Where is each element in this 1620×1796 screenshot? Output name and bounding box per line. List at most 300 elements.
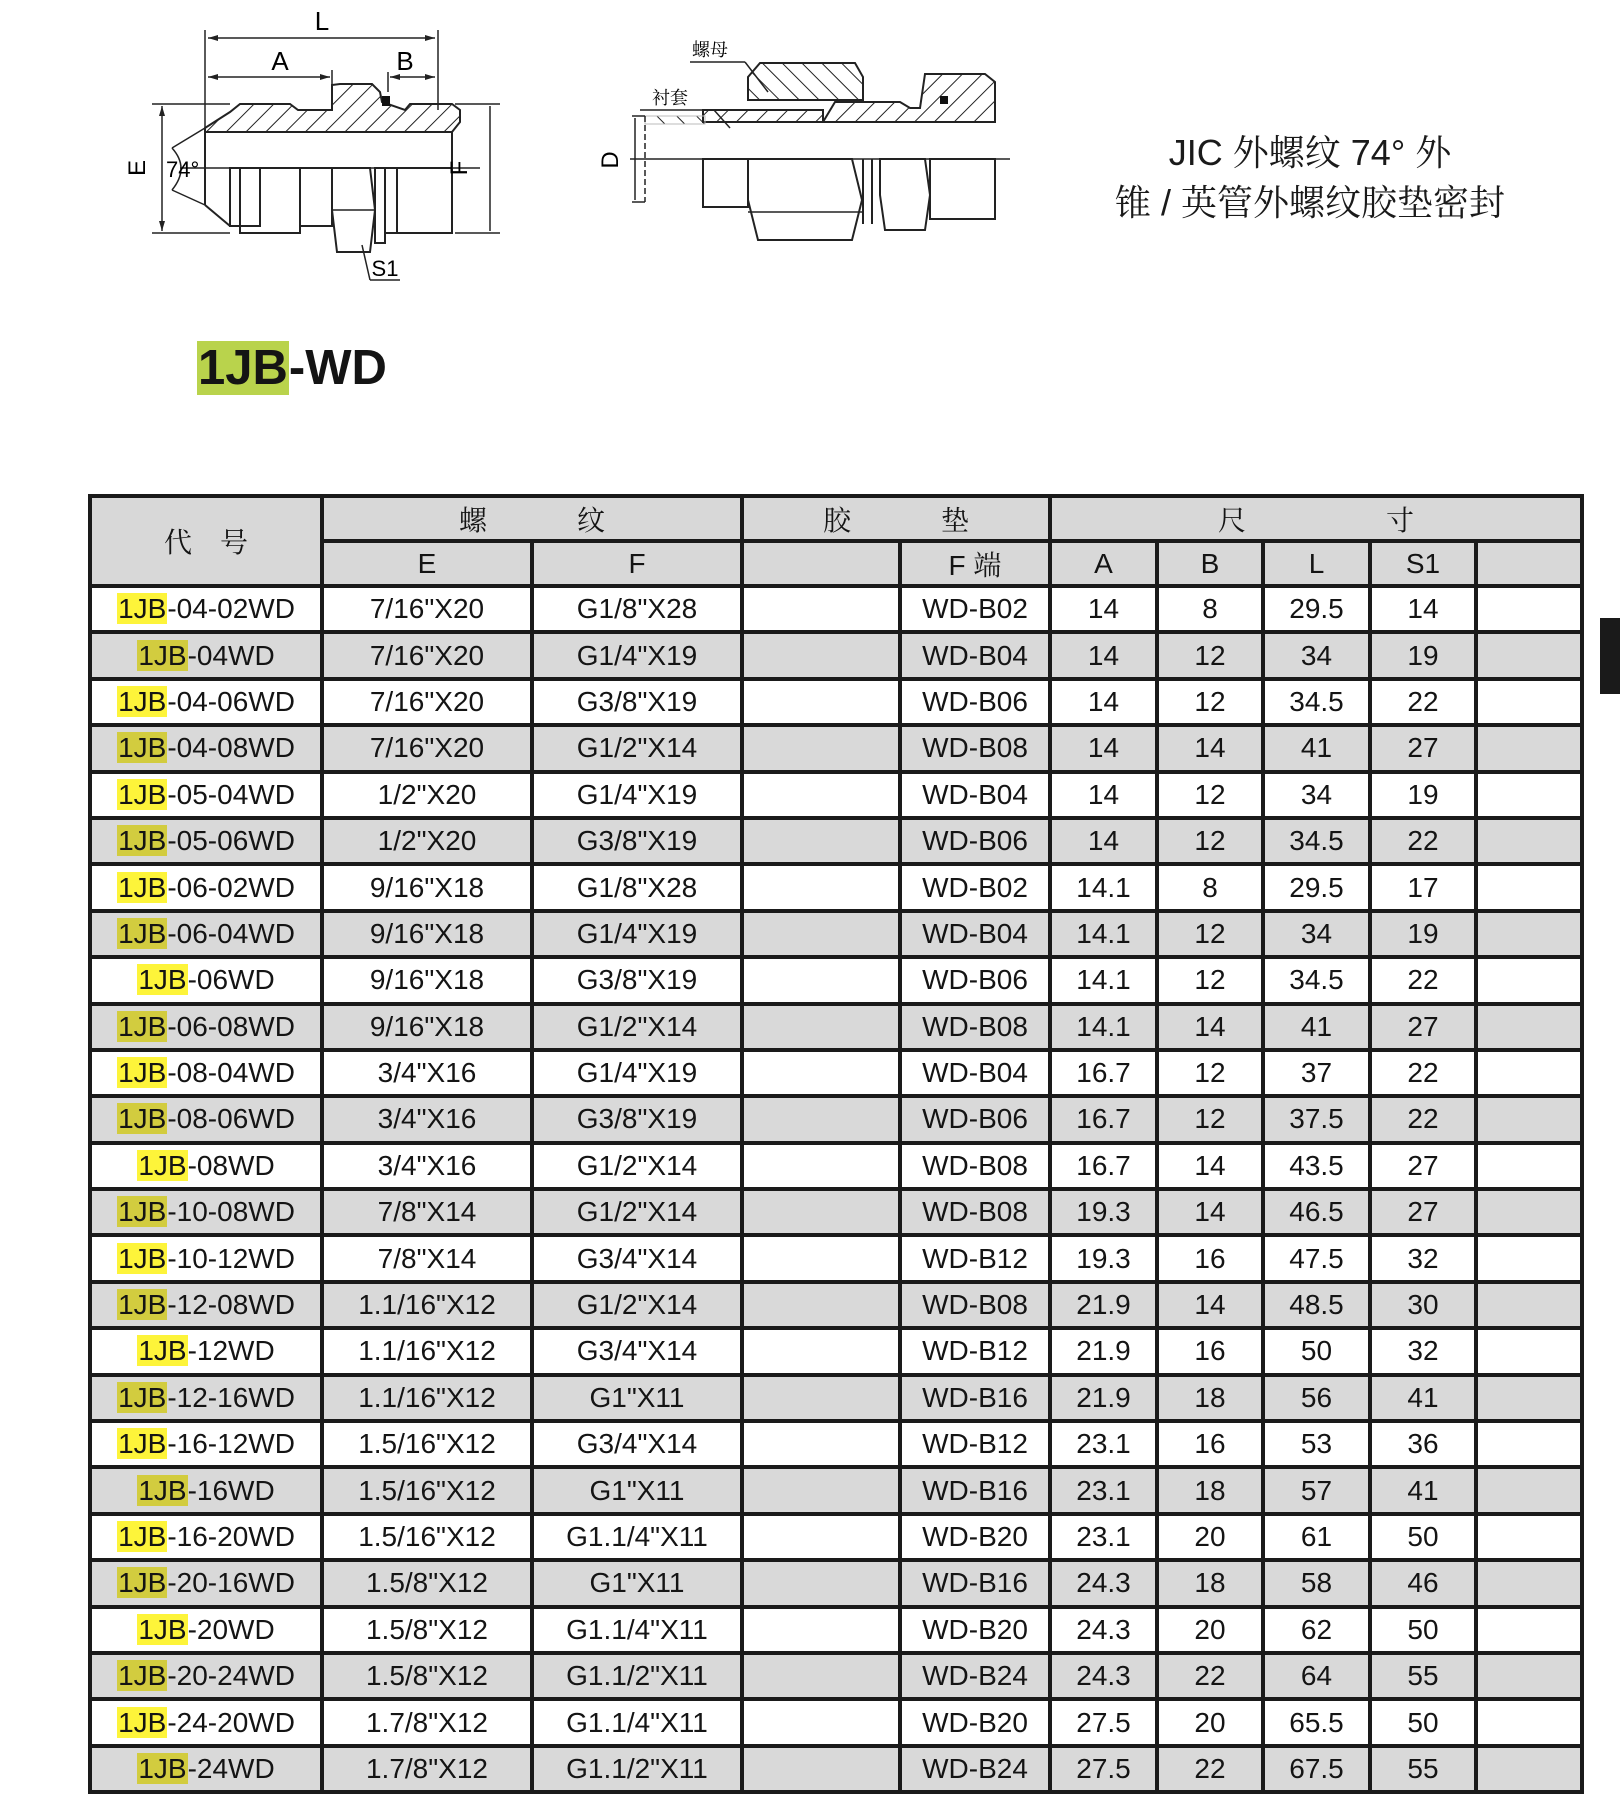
code-suffix: -04-06WD [167,685,295,717]
cell-b: 14 [1157,725,1263,771]
code-suffix: -08WD [187,1149,275,1181]
code-prefix-highlight: 1JB [118,825,167,857]
cell-f-end: WD-B08 [900,1282,1050,1328]
cell-e: 3/4"X16 [322,1096,532,1142]
code-suffix: -06-08WD [167,1010,295,1042]
cell-b: 12 [1157,1050,1263,1096]
cell-l: 62 [1263,1607,1370,1653]
cell-extra-blank [1476,679,1582,725]
cell-extra-blank [1476,1514,1582,1560]
cell-e: 3/4"X16 [322,1050,532,1096]
cell-f: G1"X11 [532,1560,742,1606]
cell-l: 67.5 [1263,1746,1370,1792]
fitting-cross-section-diagram [100,0,500,290]
code-suffix: -10-08WD [167,1196,295,1228]
code-suffix: -08-04WD [167,1057,295,1089]
cell-f-end: WD-B12 [900,1235,1050,1281]
cell-a: 24.3 [1050,1607,1157,1653]
cell-s1: 46 [1370,1560,1476,1606]
cell-f-end: WD-B04 [900,911,1050,957]
table-row [90,1699,1582,1745]
table-row [90,1282,1582,1328]
cell-l: 58 [1263,1560,1370,1606]
cell-code [90,957,322,1003]
table-row [90,1746,1582,1792]
cell-code [90,632,322,678]
cell-s1: 41 [1370,1375,1476,1421]
cell-code [90,1653,322,1699]
cell-f: G1/8"X28 [532,586,742,632]
cell-e: 1.5/16"X12 [322,1421,532,1467]
table-row [90,911,1582,957]
cell-s1: 41 [1370,1467,1476,1513]
table-row [90,1514,1582,1560]
cell-f: G1.1/4"X11 [532,1514,742,1560]
cell-f-end: WD-B08 [900,1004,1050,1050]
cell-s1: 50 [1370,1607,1476,1653]
code-prefix-highlight: 1JB [118,593,167,625]
cell-s1: 30 [1370,1282,1476,1328]
cell-extra-blank [1476,1004,1582,1050]
cell-f: G3/4"X14 [532,1328,742,1374]
cell-code [90,1560,322,1606]
cell-f: G1/2"X14 [532,1143,742,1189]
cell-f-end: WD-B06 [900,679,1050,725]
cell-f: G1/4"X19 [532,1050,742,1096]
code-suffix: -04WD [187,639,275,671]
cell-code [90,772,322,818]
cell-f-end: WD-B04 [900,632,1050,678]
cell-a: 14 [1050,679,1157,725]
table-row [90,1096,1582,1142]
cell-extra-blank [1476,1189,1582,1235]
cell-s1: 19 [1370,772,1476,818]
cell-f-end: WD-B08 [900,1189,1050,1235]
header-size: 尺 寸 [1050,496,1582,541]
cell-gasket [742,1560,900,1606]
cell-l: 34.5 [1263,818,1370,864]
cell-gasket [742,1514,900,1560]
header-L: L [1263,541,1370,586]
header-thread: 螺 纹 [322,496,742,541]
dim-label-S1: S1 [371,256,399,281]
cell-a: 14.1 [1050,864,1157,910]
label-sleeve: 衬套 [652,88,688,109]
cell-code [90,1421,322,1467]
cell-extra-blank [1476,1467,1582,1513]
cell-code [90,1050,322,1096]
code-prefix-highlight: 1JB [138,1752,187,1784]
cell-e: 1.1/16"X12 [322,1328,532,1374]
cell-a: 14 [1050,586,1157,632]
cell-l: 50 [1263,1328,1370,1374]
cell-b: 12 [1157,1096,1263,1142]
code-suffix: -24WD [187,1752,275,1784]
table-row [90,1607,1582,1653]
cell-code [90,1467,322,1513]
code-prefix-highlight: 1JB [118,871,167,903]
header-F-end: F 端 [900,541,1050,586]
header-E: E [322,541,532,586]
cell-f: G3/8"X19 [532,1096,742,1142]
cell-gasket [742,1699,900,1745]
code-prefix-highlight: 1JB [138,964,187,996]
cell-f: G3/4"X14 [532,1235,742,1281]
cell-s1: 55 [1370,1653,1476,1699]
code-prefix-highlight: 1JB [118,1521,167,1552]
header-B: B [1157,541,1263,586]
cell-f-end: WD-B04 [900,1050,1050,1096]
cell-extra-blank [1476,1699,1582,1745]
cell-s1: 27 [1370,1004,1476,1050]
cell-b: 12 [1157,957,1263,1003]
cell-s1: 19 [1370,632,1476,678]
cell-a: 24.3 [1050,1653,1157,1699]
cell-b: 16 [1157,1235,1263,1281]
cell-a: 16.7 [1050,1096,1157,1142]
assembly-cross-section-diagram [590,30,1040,280]
code-suffix: -05-04WD [167,778,295,810]
cell-e: 3/4"X16 [322,1143,532,1189]
cell-f: G3/8"X19 [532,957,742,1003]
header-gasket-blank [742,541,900,586]
table-row [90,632,1582,678]
cell-code [90,1096,322,1142]
cell-e: 1/2"X20 [322,772,532,818]
cell-f-end: WD-B16 [900,1467,1050,1513]
cell-e: 1.5/16"X12 [322,1467,532,1513]
table-row [90,864,1582,910]
cell-f-end: WD-B12 [900,1421,1050,1467]
header-F: F [532,541,742,586]
code-prefix-highlight: 1JB [118,1057,167,1089]
cell-s1: 22 [1370,1050,1476,1096]
cell-l: 64 [1263,1653,1370,1699]
cell-s1: 22 [1370,679,1476,725]
cell-a: 14 [1050,632,1157,678]
code-prefix-highlight: 1JB [118,1196,167,1228]
cell-f-end: WD-B06 [900,1096,1050,1142]
cell-f: G1.1/2"X11 [532,1653,742,1699]
cell-f: G1/2"X14 [532,725,742,771]
cell-s1: 27 [1370,725,1476,771]
cell-code [90,1746,322,1792]
cell-code [90,1514,322,1560]
cell-l: 57 [1263,1467,1370,1513]
code-prefix-highlight: 1JB [138,639,187,671]
cell-b: 16 [1157,1421,1263,1467]
cell-f: G3/4"X14 [532,1421,742,1467]
cell-b: 20 [1157,1607,1263,1653]
cell-gasket [742,1143,900,1189]
cell-extra-blank [1476,1235,1582,1281]
cell-code [90,1699,322,1745]
cell-b: 20 [1157,1514,1263,1560]
cell-extra-blank [1476,1282,1582,1328]
cell-extra-blank [1476,1328,1582,1374]
cell-e: 9/16"X18 [322,1004,532,1050]
cell-b: 22 [1157,1746,1263,1792]
code-suffix: -06WD [187,964,275,996]
cell-s1: 50 [1370,1699,1476,1745]
cell-a: 27.5 [1050,1746,1157,1792]
cell-a: 14.1 [1050,957,1157,1003]
cell-e: 7/8"X14 [322,1235,532,1281]
cell-gasket [742,864,900,910]
code-suffix: -12-08WD [167,1289,295,1321]
code-prefix-highlight: 1JB [118,1242,167,1274]
cell-b: 12 [1157,772,1263,818]
code-prefix-highlight: 1JB [118,1289,167,1321]
cell-e: 9/16"X18 [322,957,532,1003]
cell-b: 14 [1157,1004,1263,1050]
cell-a: 21.9 [1050,1282,1157,1328]
cell-code [90,1235,322,1281]
table-row [90,772,1582,818]
code-prefix-highlight: 1JB [138,1613,187,1645]
cell-e: 1.5/8"X12 [322,1607,532,1653]
table-row [90,586,1582,632]
cell-code [90,1607,322,1653]
cell-b: 14 [1157,1282,1263,1328]
code-prefix-highlight: 1JB [118,778,167,810]
code-prefix-highlight: 1JB [118,1103,167,1135]
cell-b: 22 [1157,1653,1263,1699]
cell-e: 9/16"X18 [322,911,532,957]
cell-code [90,1189,322,1235]
model-title [197,340,387,396]
cell-gasket [742,725,900,771]
cell-l: 29.5 [1263,586,1370,632]
table-row [90,1143,1582,1189]
cell-extra-blank [1476,632,1582,678]
cell-b: 18 [1157,1467,1263,1513]
cell-l: 46.5 [1263,1189,1370,1235]
cell-code [90,586,322,632]
cell-f: G1/2"X14 [532,1004,742,1050]
cell-a: 19.3 [1050,1189,1157,1235]
table-row [90,1328,1582,1374]
cell-gasket [742,679,900,725]
code-prefix-highlight: 1JB [118,1660,167,1692]
cell-extra-blank [1476,1421,1582,1467]
header-code: 代 号 [90,496,322,586]
code-prefix-highlight: 1JB [118,732,167,764]
code-suffix: -20-24WD [167,1660,295,1692]
cell-s1: 55 [1370,1746,1476,1792]
code-suffix: -12WD [187,1335,275,1367]
product-description [1080,128,1540,228]
cell-extra-blank [1476,1096,1582,1142]
cell-a: 27.5 [1050,1699,1157,1745]
model-suffix: -WD [288,341,387,395]
table-row [90,957,1582,1003]
cell-e: 1.5/8"X12 [322,1560,532,1606]
cell-l: 34.5 [1263,957,1370,1003]
cell-code [90,725,322,771]
cell-f-end: WD-B04 [900,772,1050,818]
cell-a: 21.9 [1050,1375,1157,1421]
cell-b: 12 [1157,911,1263,957]
cell-extra-blank [1476,818,1582,864]
cell-e: 1.1/16"X12 [322,1282,532,1328]
table-row [90,1560,1582,1606]
page-edge-tab [1600,618,1620,694]
cell-extra-blank [1476,864,1582,910]
cell-a: 14 [1050,818,1157,864]
cell-e: 9/16"X18 [322,864,532,910]
code-suffix: -24-20WD [167,1706,295,1738]
cell-gasket [742,1746,900,1792]
cell-gasket [742,586,900,632]
cell-l: 34 [1263,632,1370,678]
cell-f-end: WD-B16 [900,1560,1050,1606]
dim-label-L: L [314,6,330,36]
cell-code [90,1004,322,1050]
code-suffix: -06-02WD [167,871,295,903]
cell-l: 48.5 [1263,1282,1370,1328]
cell-f: G1/4"X19 [532,632,742,678]
cell-f-end: WD-B02 [900,586,1050,632]
cell-b: 20 [1157,1699,1263,1745]
cell-s1: 32 [1370,1328,1476,1374]
cell-a: 24.3 [1050,1560,1157,1606]
cell-l: 34.5 [1263,679,1370,725]
cell-f: G1/2"X14 [532,1189,742,1235]
cell-f-end: WD-B24 [900,1746,1050,1792]
cell-a: 23.1 [1050,1467,1157,1513]
cell-f: G3/8"X19 [532,679,742,725]
cell-gasket [742,1235,900,1281]
description-line-2: 锥 / 英管外螺纹胶垫密封 [1114,182,1505,223]
cell-l: 53 [1263,1421,1370,1467]
cell-gasket [742,1282,900,1328]
header-extra-blank [1476,541,1582,586]
cell-extra-blank [1476,725,1582,771]
cell-e: 7/16"X20 [322,586,532,632]
model-prefix: 1JB [198,341,288,395]
cell-gasket [742,632,900,678]
cell-f-end: WD-B08 [900,1143,1050,1189]
code-suffix: -20WD [187,1613,275,1645]
code-prefix-highlight: 1JB [138,1335,187,1367]
cell-l: 41 [1263,725,1370,771]
cell-gasket [742,1375,900,1421]
cell-e: 7/16"X20 [322,632,532,678]
code-suffix: -04-02WD [167,593,295,625]
cell-l: 37.5 [1263,1096,1370,1142]
dim-label-B: B [396,46,414,76]
cell-s1: 27 [1370,1189,1476,1235]
cell-b: 8 [1157,586,1263,632]
cell-a: 21.9 [1050,1328,1157,1374]
cell-s1: 14 [1370,586,1476,632]
cell-code [90,1328,322,1374]
cell-extra-blank [1476,1653,1582,1699]
cell-f: G1/4"X19 [532,772,742,818]
cell-extra-blank [1476,1560,1582,1606]
cell-gasket [742,772,900,818]
table-row [90,1235,1582,1281]
cell-a: 16.7 [1050,1143,1157,1189]
cell-s1: 22 [1370,818,1476,864]
cell-extra-blank [1476,911,1582,957]
code-prefix-highlight: 1JB [138,1474,187,1506]
cell-b: 18 [1157,1375,1263,1421]
cell-s1: 22 [1370,1096,1476,1142]
cell-f-end: WD-B20 [900,1699,1050,1745]
cell-f: G1.1/4"X11 [532,1699,742,1745]
cell-f: G1/8"X28 [532,864,742,910]
cell-s1: 50 [1370,1514,1476,1560]
cell-f: G1/2"X14 [532,1282,742,1328]
cell-l: 56 [1263,1375,1370,1421]
cell-code [90,679,322,725]
cell-gasket [742,1050,900,1096]
code-suffix: -12-16WD [167,1381,295,1413]
cell-s1: 17 [1370,864,1476,910]
cell-l: 37 [1263,1050,1370,1096]
cell-e: 1.7/8"X12 [322,1746,532,1792]
code-suffix: -05-06WD [167,825,295,857]
cell-b: 8 [1157,864,1263,910]
dim-label-A: A [271,46,289,76]
cell-f: G1"X11 [532,1467,742,1513]
cell-code [90,911,322,957]
cell-gasket [742,1607,900,1653]
table-row [90,1189,1582,1235]
cell-code [90,1143,322,1189]
cell-gasket [742,1004,900,1050]
table-row [90,1004,1582,1050]
header-gasket: 胶 垫 [742,496,1050,541]
cell-e: 7/16"X20 [322,679,532,725]
cell-l: 47.5 [1263,1235,1370,1281]
cell-code [90,818,322,864]
table-row [90,725,1582,771]
table-row [90,1050,1582,1096]
code-prefix-highlight: 1JB [118,1706,167,1738]
cell-f-end: WD-B06 [900,957,1050,1003]
code-prefix-highlight: 1JB [118,1010,167,1042]
cell-a: 14 [1050,772,1157,818]
cell-l: 65.5 [1263,1699,1370,1745]
header-A: A [1050,541,1157,586]
cell-e: 1.5/16"X12 [322,1514,532,1560]
cell-e: 7/16"X20 [322,725,532,771]
code-prefix-highlight: 1JB [118,1567,167,1599]
table-row [90,1467,1582,1513]
dim-label-F: F [446,160,473,176]
table-row [90,1421,1582,1467]
cell-extra-blank [1476,1375,1582,1421]
cell-l: 61 [1263,1514,1370,1560]
cell-s1: 22 [1370,957,1476,1003]
cell-gasket [742,1653,900,1699]
cell-extra-blank [1476,586,1582,632]
table-row [90,679,1582,725]
code-suffix: -16WD [187,1474,275,1506]
cell-f-end: WD-B06 [900,818,1050,864]
cell-code [90,864,322,910]
cell-gasket [742,957,900,1003]
code-prefix-highlight: 1JB [118,1428,167,1460]
cell-f-end: WD-B08 [900,725,1050,771]
cell-a: 14 [1050,725,1157,771]
cell-l: 34 [1263,911,1370,957]
spec-table [88,494,1584,1794]
cell-l: 43.5 [1263,1143,1370,1189]
